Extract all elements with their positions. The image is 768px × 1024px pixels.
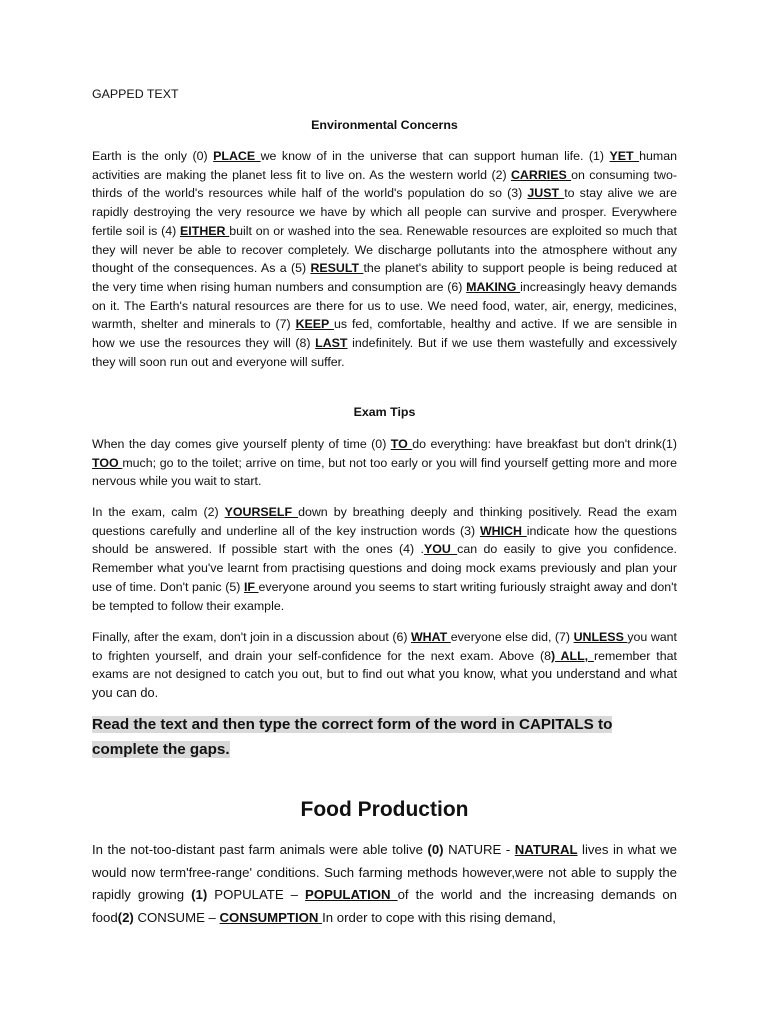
instruction-banner: Read the text and then type the correct form of the word in CAPITALS to complete the gaps. (92, 716, 613, 758)
answer-carries: CARRIES (510, 167, 572, 182)
exam-tips-paragraph-3: Finally, after the exam, don't join in a discussion about (6) WHAT everyone else did, (7) UNLESS you want to frighten yourself, and drain your self-confidence for the next exam. Above (8) ALL, remember that exams are not designed to catch you out, but to find out what you know, what you understand and what you can do. (92, 630, 678, 701)
exam-tips-paragraph-1: When the day comes give yourself plenty of time (0) TO do everything: have breakfast but don't drink(1) TOO much; go to the toilet; arrive on time, but not too early or you will find yourself getting more and more nervous while you wait to start. (92, 437, 677, 489)
answer-result: RESULT (310, 261, 364, 276)
answer-yourself: YOURSELF (224, 505, 299, 519)
answer-unless: UNLESS (573, 630, 628, 644)
environmental-paragraph: Earth is the only (0) PLACE we know of in the universe that can support human life. (1) YET human activities are making the planet less fit to live on. As the western world (2) CARRIES on consuming two-thirds of the world's resources while half of the world's population do so (3) JUST to stay alive we are rapidly destroying the very resource we have by which all people can survive and prosper. Everywhere fertile soil is (4) EITHER built on or washed into the sea. Renewable resources are exploited so much that they will never be able to recover completely. We discharge pollutants into the atmosphere without any thought of the consequences. As a (5) RESULT the planet's ability to support people is being reduced at the very time when rising human numbers and consumption are (6) MAKING increasingly heavy demands on it. The Earth's natural resources are there for us to use. We need food, water, air, energy, medicines, warmth, shelter and minerals to (7) KEEP us fed, comfortable, healthy and active. If we are sensible in how we use the resources they will (8) LAST indefinitely. But if we use them wastefully and excessively they will soon run out and everyone will suffer. (92, 149, 678, 369)
answer-natural: NATURAL (514, 842, 578, 857)
answer-all: ) ALL, (551, 648, 594, 663)
answer-what: WHAT (410, 630, 451, 644)
answer-to: TO (390, 437, 413, 451)
answer-making: MAKING (466, 279, 521, 294)
answer-last: LAST (315, 336, 348, 351)
answer-which: WHICH (479, 523, 527, 538)
answer-keep: KEEP (295, 317, 334, 332)
answer-too: TOO (92, 455, 123, 470)
answer-consumption: CONSUMPTION (219, 909, 323, 925)
exam-tips-paragraph-2: In the exam, calm (2) YOURSELF down by breathing deeply and thinking positively. Read the exam questions carefully and underline all of the key instruction words (3) WHICH indicate how the questions should be answered. If possible start with the ones (4) .YOU can do easily to give you confidence. Remember what you've learnt from practising questions and doing mock exams previously and plan your use of time. Don't panic (5) IF everyone around you seems to start writing furiously straight away and don't be tempted to follow their example. (92, 505, 677, 613)
answer-just: JUST (527, 186, 565, 201)
answer-either: EITHER (180, 223, 230, 238)
section-title-exam-tips: Exam Tips (353, 405, 416, 419)
answer-if: IF (243, 579, 259, 594)
answer-population: POPULATION (305, 887, 398, 902)
answer-you: YOU (423, 542, 458, 557)
doc-label: GAPPED TEXT (92, 87, 179, 101)
answer-place: PLACE (213, 149, 261, 163)
section-title-food-production: Food Production (300, 798, 469, 821)
food-production-paragraph: In the not-too-distant past farm animals were able tolive (0) NATURE - NATURAL lives in what we would now term'free-range' conditions. Such farming methods however,were not able to supply the rapidly growing (1) POPULATE – POPULATION of the world and the increasing demands on food(2) CONSUME – CONSUMPTION In order to cope with this rising demand, (92, 842, 678, 925)
section-title-environmental: Environmental Concerns (311, 118, 458, 132)
answer-yet: YET (609, 149, 640, 163)
